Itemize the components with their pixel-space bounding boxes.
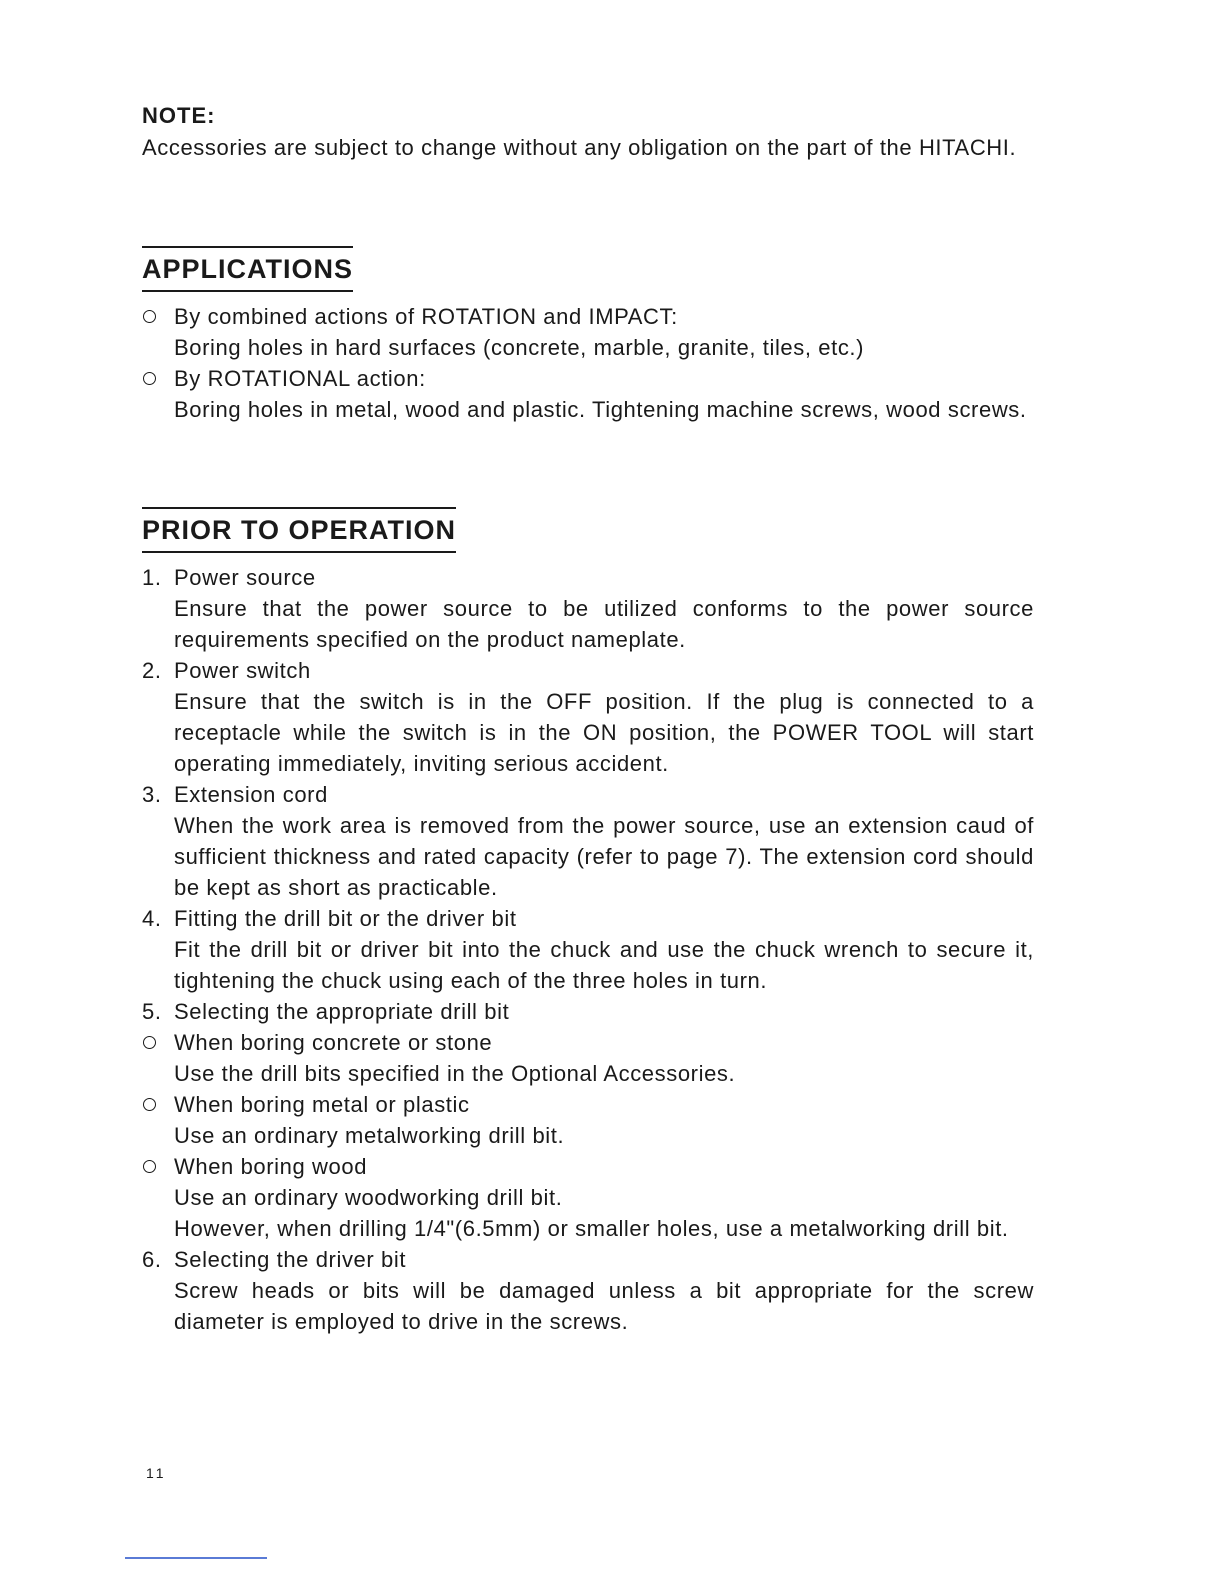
item-number: 5. xyxy=(142,999,162,1024)
page-number: 11 xyxy=(146,1465,167,1481)
list-item xyxy=(142,363,1034,425)
item-number: 4. xyxy=(142,906,162,931)
list-item xyxy=(142,562,1034,655)
prior-to-operation-title: PRIOR TO OPERATION xyxy=(142,507,456,553)
item-body: Use an ordinary metalworking drill bit. xyxy=(174,1123,565,1148)
item-heading: When boring concrete or stone xyxy=(174,1030,493,1055)
item-heading: By ROTATIONAL action: xyxy=(174,366,426,391)
applications-title: APPLICATIONS xyxy=(142,246,353,292)
list-item xyxy=(142,1027,1034,1089)
item-number: 6. xyxy=(142,1247,162,1272)
item-body: Ensure that the power source to be utilized conforms to the power source requirements specified on the product nameplate. xyxy=(174,596,1034,652)
item-number: 2. xyxy=(142,658,162,683)
item-body: Use an ordinary woodworking drill bit. xyxy=(174,1185,563,1210)
item-body: Screw heads or bits will be damaged unless a bit appropriate for the screw diameter is employed to drive in the screws. xyxy=(174,1278,1034,1334)
prior-to-operation-list xyxy=(142,562,1034,1337)
item-heading: Selecting the driver bit xyxy=(174,1247,407,1272)
note-heading: NOTE: xyxy=(142,103,216,128)
item-heading: Fitting the drill bit or the driver bit xyxy=(174,906,517,931)
item-body: However, when drilling 1/4"(6.5mm) or smaller holes, use a metalworking drill bit. xyxy=(174,1216,1009,1241)
list-item xyxy=(142,779,1034,903)
item-body: Ensure that the switch is in the OFF position. If the plug is connected to a receptacle while the switch is in the ON position, the POWER TOOL will start operating immediately, inviting serious accident. xyxy=(174,689,1034,776)
item-heading: When boring wood xyxy=(174,1154,368,1179)
item-body: When the work area is removed from the power source, use an extension caud of sufficient thickness and rated capacity (refer to page 7). The extension cord should be kept as short as practicable. xyxy=(174,813,1034,900)
applications-list xyxy=(142,301,1034,425)
list-item xyxy=(142,1089,1034,1151)
list-item xyxy=(142,996,1034,1027)
item-heading: Power switch xyxy=(174,658,311,683)
bottom-rule xyxy=(125,1557,267,1559)
list-item xyxy=(142,1151,1034,1244)
list-item xyxy=(142,655,1034,779)
item-heading: When boring metal or plastic xyxy=(174,1092,470,1117)
note-text: Accessories are subject to change without any obligation on the part of the HITACHI. xyxy=(142,135,1017,160)
item-body: Use the drill bits specified in the Optional Accessories. xyxy=(174,1061,736,1086)
list-item xyxy=(142,1244,1034,1337)
item-heading: Extension cord xyxy=(174,782,328,807)
item-heading: Power source xyxy=(174,565,316,590)
item-body: Boring holes in hard surfaces (concrete, marble, granite, tiles, etc.) xyxy=(174,335,865,360)
item-heading: Selecting the appropriate drill bit xyxy=(174,999,510,1024)
item-heading: By combined actions of ROTATION and IMPACT: xyxy=(174,304,678,329)
item-body: Boring holes in metal, wood and plastic. Tightening machine screws, wood screws. xyxy=(174,397,1027,422)
item-body: Fit the drill bit or driver bit into the chuck and use the chuck wrench to secure it, tightening the chuck using each of the three holes in turn. xyxy=(174,937,1034,993)
item-number: 3. xyxy=(142,782,162,807)
item-number: 1. xyxy=(142,565,162,590)
list-item xyxy=(142,903,1034,996)
list-item xyxy=(142,301,1034,363)
